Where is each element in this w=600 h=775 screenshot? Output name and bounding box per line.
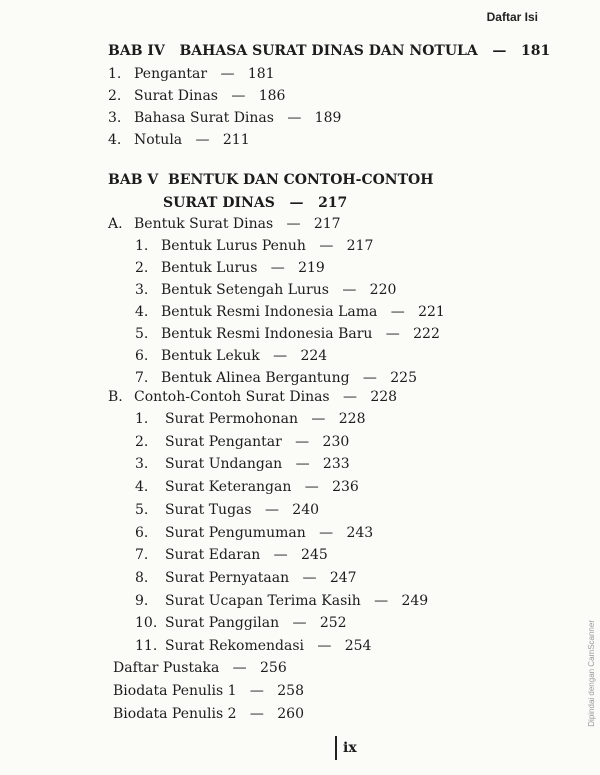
section-text: Bentuk Surat Dinas	[134, 216, 274, 232]
toc-subitem	[135, 502, 319, 518]
toc-chapter-v-line2	[163, 195, 347, 211]
item-number: 7.	[135, 547, 149, 564]
item-title: Surat Pengantar	[165, 433, 282, 450]
section-text: Contoh-Contoh Surat Dinas	[134, 389, 330, 405]
toc-subitem	[135, 479, 359, 495]
toc-item	[108, 88, 285, 104]
item-title: Surat Panggilan	[165, 615, 280, 632]
item-page: 249	[401, 592, 429, 609]
toc-item	[108, 132, 250, 148]
dash: —	[342, 282, 357, 298]
dash: —	[289, 195, 304, 211]
dash: —	[287, 110, 302, 126]
chapter-label: BAB V	[108, 172, 159, 188]
item-number: 3.	[108, 110, 122, 126]
dash: —	[286, 216, 301, 232]
dash: —	[342, 389, 357, 405]
toc-section-b	[108, 389, 397, 405]
section-page: 217	[313, 216, 341, 232]
scanner-watermark: Dipindai dengan CamScanner	[587, 620, 596, 727]
chapter-page: 181	[521, 43, 551, 59]
item-title: Bentuk Resmi Indonesia Lama	[161, 304, 378, 320]
item-title: Bentuk Lurus Penuh	[161, 238, 306, 254]
toc-section-a	[108, 216, 341, 232]
item-title: Biodata Penulis 2	[113, 706, 237, 722]
item-page: 219	[298, 260, 325, 276]
item-page: 220	[369, 282, 397, 298]
dash: —	[385, 326, 400, 342]
item-number: 4.	[135, 479, 149, 496]
item-page: 256	[260, 660, 287, 676]
dash: —	[317, 638, 332, 654]
dash: —	[292, 615, 307, 632]
dash: —	[319, 238, 334, 254]
item-number: 1.	[108, 66, 122, 82]
dash: —	[273, 348, 288, 364]
item-title: Bahasa Surat Dinas	[134, 110, 274, 126]
toc-subitem	[135, 593, 428, 609]
item-page: 230	[322, 433, 350, 450]
item-number: 5.	[135, 501, 149, 518]
dash: —	[319, 524, 334, 541]
item-number: 3.	[135, 456, 149, 473]
toc-subitem	[135, 260, 325, 276]
toc-subitem	[135, 547, 328, 563]
dash: —	[195, 132, 210, 148]
item-number: 11.	[135, 638, 158, 654]
dash: —	[304, 479, 319, 496]
item-title: Surat Edaran	[165, 547, 261, 564]
toc-chapter-iv	[108, 43, 550, 59]
item-number: 4.	[135, 304, 149, 320]
item-title: Bentuk Lurus	[161, 260, 258, 276]
item-title: Daftar Pustaka	[113, 660, 220, 676]
chapter-title-line2: SURAT DINAS	[163, 195, 275, 211]
item-title: Surat Rekomendasi	[165, 638, 305, 654]
section-page: 228	[370, 389, 398, 405]
dash: —	[273, 547, 288, 564]
toc-subitem	[135, 615, 347, 631]
toc-subitem	[135, 638, 371, 654]
item-page: 233	[322, 456, 350, 473]
item-page: 247	[329, 569, 357, 586]
item-page: 222	[413, 326, 440, 342]
dash: —	[249, 706, 264, 722]
item-number: 2.	[108, 88, 122, 104]
item-title: Bentuk Lekuk	[161, 348, 260, 364]
item-number: 1.	[135, 411, 149, 427]
item-page: 217	[346, 238, 374, 254]
item-page: 181	[247, 66, 275, 82]
item-page: 258	[277, 683, 304, 699]
dash: —	[231, 88, 246, 104]
toc-subitem	[135, 411, 365, 427]
toc-subitem	[135, 456, 350, 472]
item-page: 252	[319, 615, 347, 632]
toc-subitem	[135, 348, 327, 364]
item-title: Bentuk Alinea Bergantung	[161, 370, 350, 386]
toc-subitem	[135, 525, 373, 541]
item-page: 260	[277, 706, 304, 722]
item-page: 225	[390, 370, 417, 386]
item-title: Bentuk Resmi Indonesia Baru	[161, 326, 373, 342]
item-title: Surat Ucapan Terima Kasih	[165, 592, 361, 609]
toc-subitem	[135, 282, 396, 298]
item-number: 4.	[108, 132, 122, 148]
item-title: Surat Dinas	[134, 88, 218, 104]
toc-subitem	[135, 434, 349, 450]
item-title: Bentuk Setengah Lurus	[161, 282, 329, 298]
item-number: 2.	[135, 433, 149, 450]
item-page: 236	[332, 479, 359, 496]
item-title: Biodata Penulis 1	[113, 683, 237, 699]
chapter-title: BAHASA SURAT DINAS DAN NOTULA	[179, 43, 478, 59]
item-page: 240	[292, 501, 320, 518]
dash: —	[362, 370, 377, 386]
toc-subitem	[135, 238, 373, 254]
item-number: 1.	[135, 238, 149, 254]
dash: —	[249, 683, 264, 699]
page-number: ix	[335, 736, 357, 760]
dash: —	[295, 433, 310, 450]
item-number: 8.	[135, 569, 149, 586]
item-title: Surat Keterangan	[165, 479, 292, 496]
item-title: Surat Pernyataan	[165, 569, 290, 586]
item-title: Pengantar	[134, 66, 208, 82]
item-number: 6.	[135, 348, 149, 364]
item-title: Surat Tugas	[165, 501, 252, 518]
item-number: 5.	[135, 326, 149, 342]
chapter-title-line1: BENTUK DAN CONTOH-CONTOH	[168, 172, 434, 188]
item-page: 189	[314, 110, 342, 126]
item-page: 221	[418, 304, 445, 320]
item-title: Notula	[134, 132, 183, 148]
dash: —	[302, 569, 317, 586]
toc-back-matter-item	[113, 706, 304, 722]
item-title: Surat Pengumuman	[165, 524, 306, 541]
item-page: 186	[258, 88, 286, 104]
item-number: 9.	[135, 592, 149, 609]
item-page: 243	[346, 524, 374, 541]
toc-subitem	[135, 570, 357, 586]
item-page: 211	[222, 132, 250, 148]
chapter-label: BAB IV	[108, 43, 165, 59]
item-page: 228	[338, 411, 366, 427]
chapter-page: 217	[318, 195, 348, 211]
item-number: 6.	[135, 524, 149, 541]
item-page: 224	[300, 348, 328, 364]
dash: —	[374, 592, 389, 609]
toc-subitem	[135, 370, 417, 386]
toc-back-matter-item	[113, 683, 304, 699]
toc-item	[108, 110, 341, 126]
dash: —	[264, 501, 279, 518]
toc-back-matter-item	[113, 660, 287, 676]
dash: —	[232, 660, 247, 676]
dash: —	[295, 456, 310, 473]
dash: —	[390, 304, 405, 320]
item-number: 7.	[135, 370, 149, 386]
item-page: 245	[301, 547, 328, 564]
item-number: 2.	[135, 260, 149, 276]
item-number: 10.	[135, 615, 158, 632]
section-num: B.	[108, 389, 123, 405]
dash: —	[220, 66, 235, 82]
item-title: Surat Undangan	[165, 456, 283, 473]
toc-subitem	[135, 304, 445, 320]
toc-subitem	[135, 326, 440, 342]
running-header: Daftar Isi	[486, 10, 538, 24]
toc-item	[108, 66, 275, 82]
item-page: 254	[344, 638, 372, 654]
dash: —	[492, 43, 507, 59]
dash: —	[270, 260, 285, 276]
section-num: A.	[108, 216, 123, 232]
item-title: Surat Permohonan	[165, 411, 299, 427]
toc-chapter-v	[108, 172, 433, 188]
dash: —	[311, 411, 326, 427]
item-number: 3.	[135, 282, 149, 298]
